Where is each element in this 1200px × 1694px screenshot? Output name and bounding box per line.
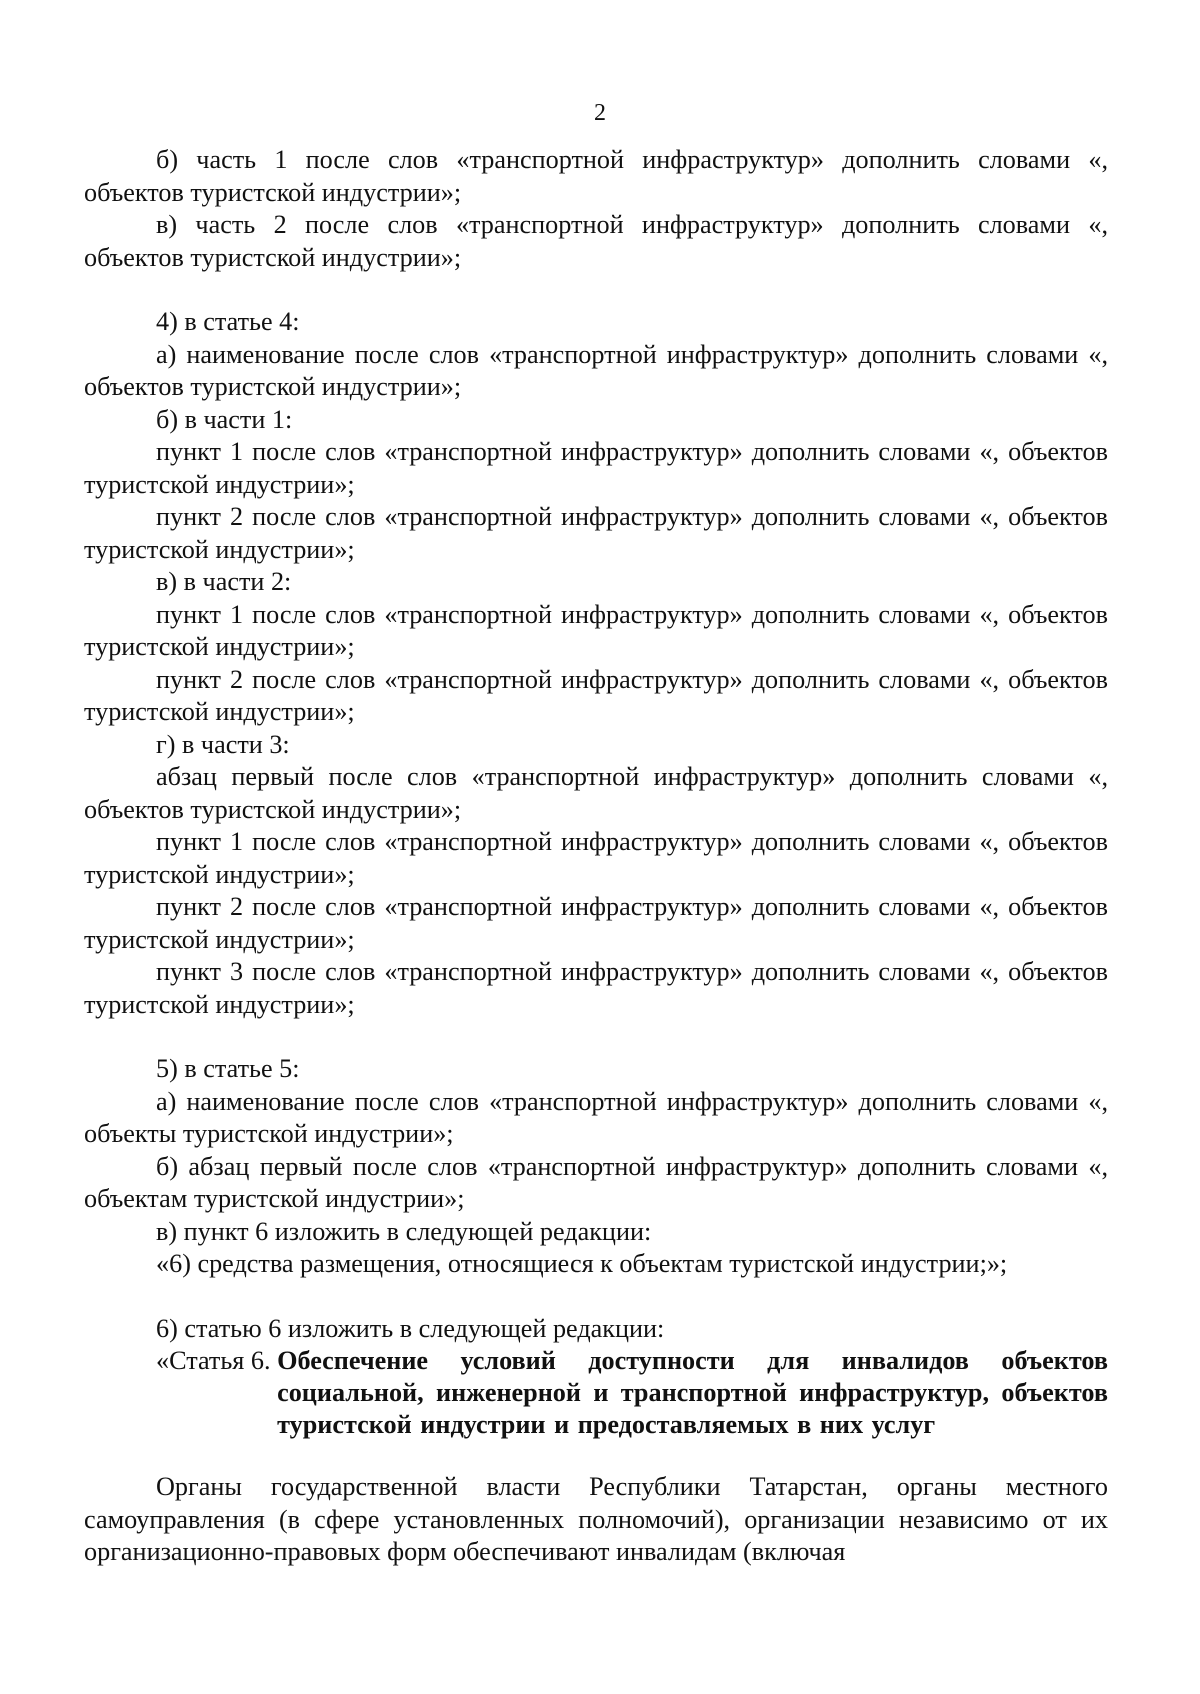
paragraph: пункт 2 после слов «транспортной инфраструктур» дополнить словами «, объектов туристской индустрии»; bbox=[84, 502, 1108, 564]
paragraph: г) в части 3: bbox=[156, 729, 290, 759]
paragraph: б) в части 1: bbox=[156, 404, 293, 434]
paragraph: абзац первый после слов «транспортной инфраструктур» дополнить словами «, объектов туристской индустрии»; bbox=[84, 762, 1108, 824]
paragraph-gap bbox=[84, 1441, 1108, 1471]
page-number: 2 bbox=[594, 100, 606, 126]
paragraph: в) часть 2 после слов «транспортной инфраструктур» дополнить словами «, объектов туристской индустрии»; bbox=[84, 210, 1108, 272]
article-title: Обеспечение условий доступности для инвалидов объектов социальной, инженерной и транспортной инфраструктур, объектов туристской индустрии и предоставляемых в них услуг bbox=[277, 1346, 1108, 1439]
paragraph: а) наименование после слов «транспортной инфраструктур» дополнить словами «, объекты туристской индустрии»; bbox=[84, 1086, 1108, 1148]
paragraph: в) в части 2: bbox=[156, 567, 292, 596]
paragraph: в) пункт 6 изложить в следующей редакции: bbox=[156, 1216, 652, 1246]
article-heading bbox=[84, 1345, 1108, 1441]
paragraph: пункт 1 после слов «транспортной инфраструктур» дополнить словами «, объектов туристской индустрии»; bbox=[84, 599, 1108, 661]
paragraph-gap bbox=[84, 274, 1108, 306]
paragraph-gap bbox=[84, 1281, 1108, 1313]
paragraph-gap bbox=[84, 1021, 1108, 1053]
paragraph: пункт 2 после слов «транспортной инфраструктур» дополнить словами «, объектов туристской индустрии»; bbox=[84, 892, 1108, 954]
paragraph: пункт 1 после слов «транспортной инфраструктур» дополнить словами «, объектов туристской индустрии»; bbox=[84, 437, 1108, 499]
paragraph: пункт 1 после слов «транспортной инфраструктур» дополнить словами «, объектов туристской индустрии»; bbox=[84, 827, 1108, 889]
paragraph: 5) в статье 5: bbox=[156, 1054, 300, 1083]
paragraph: «6) средства размещения, относящиеся к объектам туристской индустрии;»; bbox=[156, 1249, 1008, 1278]
paragraph: 4) в статье 4: bbox=[156, 307, 300, 336]
paragraph: 6) статью 6 изложить в следующей редакции: bbox=[156, 1313, 665, 1343]
paragraph: б) часть 1 после слов «транспортной инфраструктур» дополнить словами «, объектов туристской индустрии»; bbox=[84, 145, 1108, 207]
paragraph: Органы государственной власти Республики Татарстан, органы местного самоуправления (в сфере установленных полномочий), организации независимо от их организационно-правовых форм обеспечивают инвалидам (включая bbox=[84, 1472, 1108, 1566]
paragraph: пункт 3 после слов «транспортной инфраструктур» дополнить словами «, объектов туристской индустрии»; bbox=[84, 957, 1108, 1019]
paragraph: а) наименование после слов «транспортной инфраструктур» дополнить словами «, объектов туристской индустрии»; bbox=[84, 339, 1108, 401]
article-number: «Статья 6. bbox=[156, 1346, 278, 1375]
paragraph: пункт 2 после слов «транспортной инфраструктур» дополнить словами «, объектов туристской индустрии»; bbox=[84, 664, 1108, 726]
document-body bbox=[84, 144, 1108, 1569]
paragraph: б) абзац первый после слов «транспортной инфраструктур» дополнить словами «, объектам туристской индустрии»; bbox=[84, 1151, 1108, 1213]
